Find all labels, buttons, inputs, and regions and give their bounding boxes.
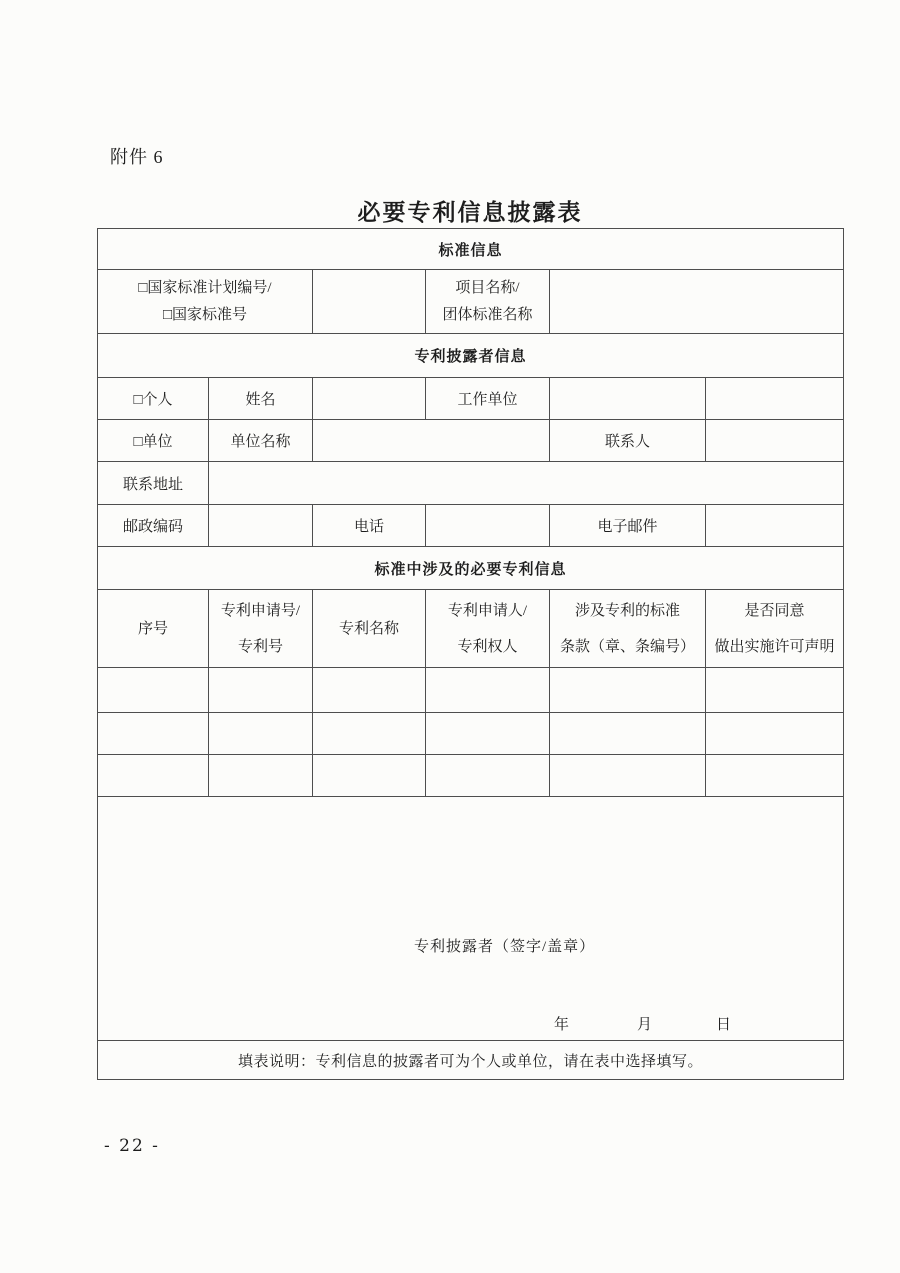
work-unit-value-cell: [550, 378, 706, 420]
contact-person-value-cell: [706, 420, 844, 462]
license-agreement-line1: 是否同意: [744, 602, 805, 619]
table-row: [98, 378, 844, 420]
postal-code-value-cell: [209, 505, 313, 547]
empty-cell: [209, 755, 313, 797]
patent-disclosure-form-table: [97, 228, 844, 1080]
column-header-patent-applicant: [426, 590, 550, 668]
standard-clause-line1: 涉及专利的标准: [574, 602, 680, 619]
table-row: [98, 1041, 844, 1080]
signature-area-cell: [98, 797, 844, 1041]
patent-info-section-header: 标准中涉及的必要专利信息: [98, 547, 844, 590]
standard-plan-number-option: □国家标准计划编号/: [138, 279, 272, 296]
patent-applicant-line2: 专利权人: [457, 638, 518, 655]
standard-clause-line2: 条款（章、条编号）: [559, 638, 695, 655]
table-row: [98, 270, 844, 334]
empty-cell: [313, 713, 426, 755]
attachment-label: 附件 6: [110, 147, 164, 167]
phone-label: 电话: [313, 505, 426, 547]
column-header-standard-clause: [550, 590, 706, 668]
empty-cell: [98, 713, 209, 755]
contact-address-label: 联系地址: [98, 462, 209, 505]
empty-cell: [98, 755, 209, 797]
page-title: 必要专利信息披露表: [357, 200, 583, 225]
empty-data-row: [98, 713, 844, 755]
month-label: 月: [637, 1017, 653, 1033]
filling-instructions-note: 填表说明：专利信息的披露者可为个人或单位，请在表中选择填写。: [98, 1041, 844, 1080]
unit-checkbox-option: □单位: [98, 420, 209, 462]
empty-cell: [550, 755, 706, 797]
year-label: 年: [554, 1017, 570, 1033]
table-row: [98, 547, 844, 590]
unit-name-value-cell: [313, 420, 550, 462]
empty-cell: [98, 668, 209, 713]
license-agreement-line2: 做出实施许可声明: [714, 638, 835, 655]
signature-label: 专利披露者（签字/盖章）: [414, 939, 596, 955]
empty-cell: [313, 668, 426, 713]
individual-extra-cell: [706, 378, 844, 420]
contact-address-value-cell: [209, 462, 844, 505]
patent-applicant-line1: 专利申请人/: [447, 602, 528, 619]
empty-cell: [426, 668, 550, 713]
table-row: [98, 505, 844, 547]
standard-number-value-cell: [313, 270, 426, 334]
email-value-cell: [706, 505, 844, 547]
empty-cell: [550, 668, 706, 713]
table-row: [98, 334, 844, 378]
name-value-cell: [313, 378, 426, 420]
project-name-label: [426, 270, 550, 334]
standard-number-label: [98, 270, 313, 334]
project-name-value-cell: [550, 270, 844, 334]
empty-cell: [209, 713, 313, 755]
empty-cell: [706, 755, 844, 797]
unit-name-label: 单位名称: [209, 420, 313, 462]
empty-cell: [550, 713, 706, 755]
discloser-info-section-header: 专利披露者信息: [98, 334, 844, 378]
empty-data-row: [98, 755, 844, 797]
standard-info-section-header: 标准信息: [98, 229, 844, 270]
date-line: [554, 1013, 731, 1034]
page-number: - 22 -: [104, 1136, 160, 1156]
table-row: [98, 797, 844, 1041]
name-label: 姓名: [209, 378, 313, 420]
table-header-row: [98, 590, 844, 668]
table-row: [98, 420, 844, 462]
project-name-label-line2: 团体标准名称: [442, 306, 533, 323]
patent-application-number-line2: 专利号: [237, 638, 283, 655]
patent-application-number-line1: 专利申请号/: [220, 602, 301, 619]
empty-cell: [706, 713, 844, 755]
empty-cell: [426, 755, 550, 797]
table-row: [98, 229, 844, 270]
work-unit-label: 工作单位: [426, 378, 550, 420]
empty-cell: [209, 668, 313, 713]
empty-cell: [313, 755, 426, 797]
column-header-license-agreement: [706, 590, 844, 668]
table-row: [98, 462, 844, 505]
national-standard-number-option: □国家标准号: [162, 306, 248, 323]
day-label: 日: [716, 1017, 732, 1033]
email-label: 电子邮件: [550, 505, 706, 547]
project-name-label-line1: 项目名称/: [455, 279, 520, 296]
empty-cell: [706, 668, 844, 713]
column-header-patent-name: 专利名称: [313, 590, 426, 668]
empty-cell: [426, 713, 550, 755]
column-header-serial-number: 序号: [98, 590, 209, 668]
postal-code-label: 邮政编码: [98, 505, 209, 547]
empty-data-row: [98, 668, 844, 713]
phone-value-cell: [426, 505, 550, 547]
column-header-patent-application-number: [209, 590, 313, 668]
individual-checkbox-option: □个人: [98, 378, 209, 420]
contact-person-label: 联系人: [550, 420, 706, 462]
